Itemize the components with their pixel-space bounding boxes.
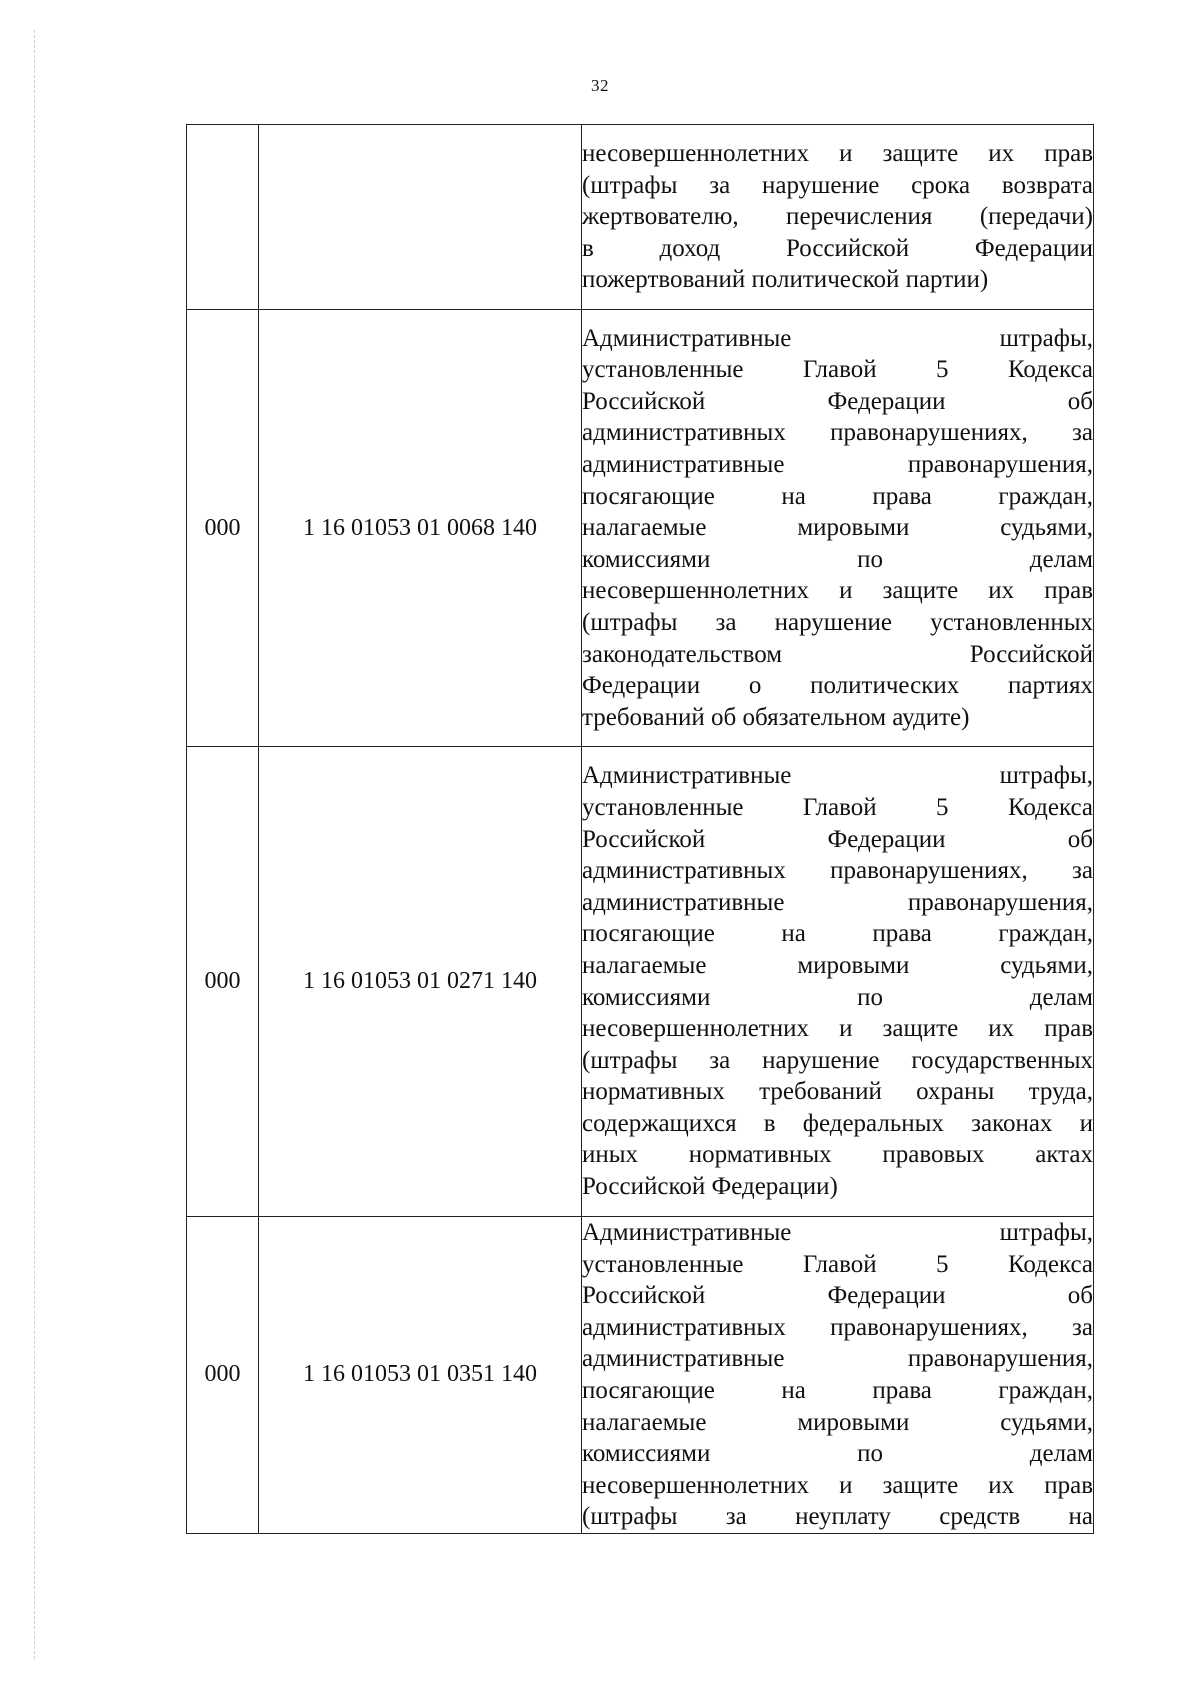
description-line: налагаемые мировыми судьями, xyxy=(582,951,1093,979)
table-row xyxy=(187,1217,1094,1534)
description-line: комиссиями по делам xyxy=(582,983,1093,1011)
description-line: законодательством Российской xyxy=(582,640,1093,668)
description-line: Федерации о политических партиях xyxy=(582,672,1093,700)
table-row xyxy=(187,747,1094,1217)
description-line: налагаемые мировыми судьями, xyxy=(582,514,1093,542)
description-line: установленные Главой 5 Кодекса xyxy=(582,793,1093,821)
description-cell xyxy=(582,125,1094,310)
description-line: (штрафы за нарушение установленных xyxy=(582,608,1093,636)
kbk-code-cell xyxy=(259,125,582,310)
description-line: (штрафы за нарушение государственных xyxy=(582,1046,1093,1074)
description-line: посягающие на права граждан, xyxy=(582,920,1093,948)
description-line: нормативных требований охраны труда, xyxy=(582,1078,1093,1106)
description-line: административных правонарушениях, за xyxy=(582,419,1093,447)
description-line: требований об обязательном аудите) xyxy=(582,703,970,731)
description-line: жертвователю, перечисления (передачи) xyxy=(582,203,1093,231)
description-line: Административные штрафы, xyxy=(582,324,1093,352)
description-line: установленные Главой 5 Кодекса xyxy=(582,1250,1093,1278)
description-cell xyxy=(582,310,1094,747)
description-line: несовершеннолетних и защите их прав xyxy=(582,140,1093,168)
description-line: административных правонарушениях, за xyxy=(582,1313,1093,1341)
description-line: комиссиями по делам xyxy=(582,1440,1093,1468)
description-line: содержащихся в федеральных законах и xyxy=(582,1109,1093,1137)
description-line: комиссиями по делам xyxy=(582,545,1093,573)
description-line: посягающие на права граждан, xyxy=(582,482,1093,510)
description-line: Административные штрафы, xyxy=(582,1219,1093,1246)
description-line: в доход Российской Федерации xyxy=(582,234,1093,262)
description-line: Административные штрафы, xyxy=(582,762,1093,790)
table-body xyxy=(187,125,1094,1534)
description-line: несовершеннолетних и защите их прав xyxy=(582,1471,1093,1499)
table-row xyxy=(187,310,1094,747)
description-cell xyxy=(582,1217,1094,1534)
description-line: (штрафы за нарушение срока возврата xyxy=(582,171,1093,199)
budget-codes-table xyxy=(186,124,1094,1534)
description-line: Российской Федерации об xyxy=(582,825,1093,853)
description-cell xyxy=(582,747,1094,1217)
description-line: несовершеннолетних и защите их прав xyxy=(582,1015,1093,1043)
scan-edge-line xyxy=(34,30,35,1659)
description-line: Российской Федерации) xyxy=(582,1173,838,1201)
page-number: 32 xyxy=(591,76,609,95)
description-line: посягающие на права граждан, xyxy=(582,1376,1093,1404)
admin-code-cell: 000 xyxy=(187,1217,259,1534)
admin-code-cell xyxy=(187,125,259,310)
kbk-code-cell: 1 16 01053 01 0068 140 xyxy=(259,310,582,747)
description-line: административные правонарушения, xyxy=(582,451,1093,479)
description-line: установленные Главой 5 Кодекса xyxy=(582,356,1093,384)
description-line: Российской Федерации об xyxy=(582,1282,1093,1310)
kbk-code-cell: 1 16 01053 01 0351 140 xyxy=(259,1217,582,1534)
description-line: административные правонарушения, xyxy=(582,1345,1093,1373)
description-line: административные правонарушения, xyxy=(582,888,1093,916)
description-line: пожертвований политической партии) xyxy=(582,266,989,294)
description-line: несовершеннолетних и защите их прав xyxy=(582,577,1093,605)
description-line: иных нормативных правовых актах xyxy=(582,1141,1093,1169)
description-line: (штрафы за неуплату средств на xyxy=(582,1503,1093,1531)
description-line: Российской Федерации об xyxy=(582,387,1093,415)
description-line: налагаемые мировыми судьями, xyxy=(582,1408,1093,1436)
admin-code-cell: 000 xyxy=(187,310,259,747)
table-row xyxy=(187,125,1094,310)
description-line: административных правонарушениях, за xyxy=(582,857,1093,885)
admin-code-cell: 000 xyxy=(187,747,259,1217)
kbk-code-cell: 1 16 01053 01 0271 140 xyxy=(259,747,582,1217)
